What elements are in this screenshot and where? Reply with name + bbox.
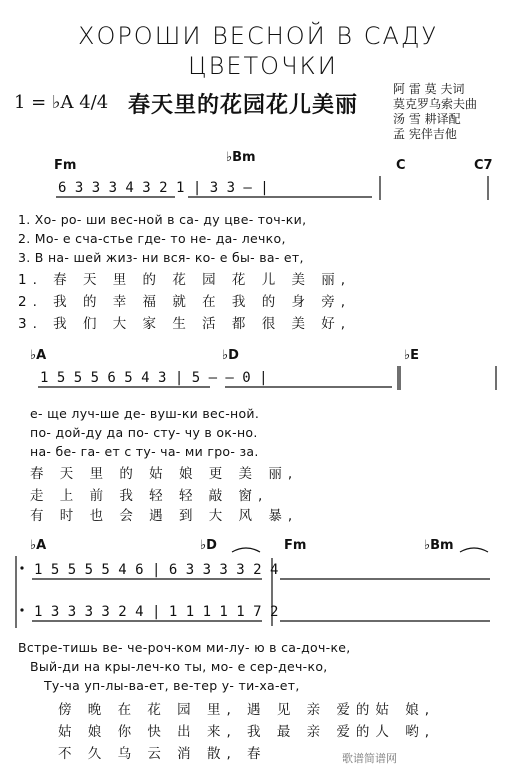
title-line-1: ХОРОШИ ВЕСНОЙ В САДУ — [78, 22, 439, 50]
tie — [232, 548, 260, 552]
key-signature: 1 = ♭A 4/4 — [14, 92, 109, 113]
lyric-s1-1: 1. Хо- ро- ши вес-ной в са- ду цве- точ-ки, — [18, 212, 307, 227]
credit-composer: 莫克罗乌索夫曲 — [393, 97, 478, 111]
lyric-s2-2: по- дой-ду да по- сту- чу в ок-но. — [30, 425, 258, 440]
lyric-s1-3: 3. В на- шей жиз- ни вся- ко- е бы- ва- ет, — [18, 250, 304, 265]
lyric-s2-1: е- ще луч-ше де- вуш-ки вес-ной. — [30, 406, 260, 421]
credit-translator: 汤 雪 耕译配 — [393, 112, 461, 126]
chord-11: ♭Bm — [424, 538, 454, 553]
notes-line-2: 1 5 5 5 6 5 4 3 | 5 — — 0 | — [40, 370, 268, 386]
chord-10: Fm — [284, 538, 307, 553]
lyric-s3-1: Встре-тишь ве- че-роч-ком ми-лу- ю в са-доч-ке, — [18, 640, 351, 655]
chord-9: ♭D — [200, 538, 217, 553]
repeat-dot — [20, 608, 23, 611]
chord-7: ♭E — [404, 348, 420, 363]
lyric-s3-4: 傍 晚 在 花 园 里, 遇 见 亲 爱的姑 娘, — [58, 702, 435, 718]
lyric-s1-2: 2. Мо- е сча-стье где- то не- да- лечко, — [18, 231, 286, 246]
credit-guitar: 孟 宪伴吉他 — [393, 127, 457, 141]
notes-lower: 1 3 3 3 3 2 4 | 1 1 1 1 1 7 2 — [34, 604, 279, 620]
chinese-title: 春天里的花园花儿美丽 — [128, 93, 359, 118]
repeat-dot — [20, 566, 23, 569]
lyric-s2-3: на- бе- га- ет с ту- ча- ми гро- за. — [30, 444, 259, 459]
chord-6: ♭D — [222, 348, 239, 363]
notes-upper: 1 5 5 5 5 4 6 | 6 3 3 3 3 2 4 — [34, 562, 279, 578]
lyric-s2-6: 有 时 也 会 遇 到 大 风 暴, — [30, 508, 299, 524]
notes-line-1: 6 3 3 3 4 3 2 1 | 3 3 — | — [58, 180, 269, 196]
lyric-s2-5: 走 上 前 我 轻 轻 敲 窗, — [30, 488, 269, 504]
tie — [460, 548, 488, 552]
chord-3: C — [396, 158, 406, 173]
chord-1: Fm — [54, 158, 77, 173]
chord-8: ♭A — [30, 538, 47, 553]
lyric-s3-6: 不 久 乌 云 消 散, 春 — [58, 746, 267, 762]
lyric-s1-4: 1. 春 天 里 的 花 园 花 儿 美 丽, — [18, 272, 352, 288]
watermark: 歌谱简谱网 — [342, 752, 397, 765]
credit-lyricist: 阿 雷 莫 夫词 — [393, 82, 465, 96]
chord-5: ♭A — [30, 348, 47, 363]
chord-4: C7 — [474, 158, 493, 173]
lyric-s1-6: 3. 我 们 大 家 生 活 都 很 美 好, — [18, 316, 352, 332]
lyric-s2-4: 春 天 里 的 姑 娘 更 美 丽, — [30, 466, 299, 482]
title-line-2: ЦВЕТОЧКИ — [188, 52, 338, 80]
lyric-s3-3: Ту-ча уп-лы-ва-ет, ве-тер у- ти-ха-ет, — [44, 678, 300, 693]
lyric-s3-5: 姑 娘 你 快 出 来, 我 最 亲 爱的人 哟, — [58, 724, 435, 740]
lyric-s1-5: 2. 我 的 幸 福 就 在 我 的 身 旁, — [18, 294, 352, 310]
lyric-s3-2: Вый-ди на кры-леч-ко ты, мо- е сер-деч-ко, — [30, 659, 328, 674]
chord-2: ♭Bm — [226, 150, 256, 165]
